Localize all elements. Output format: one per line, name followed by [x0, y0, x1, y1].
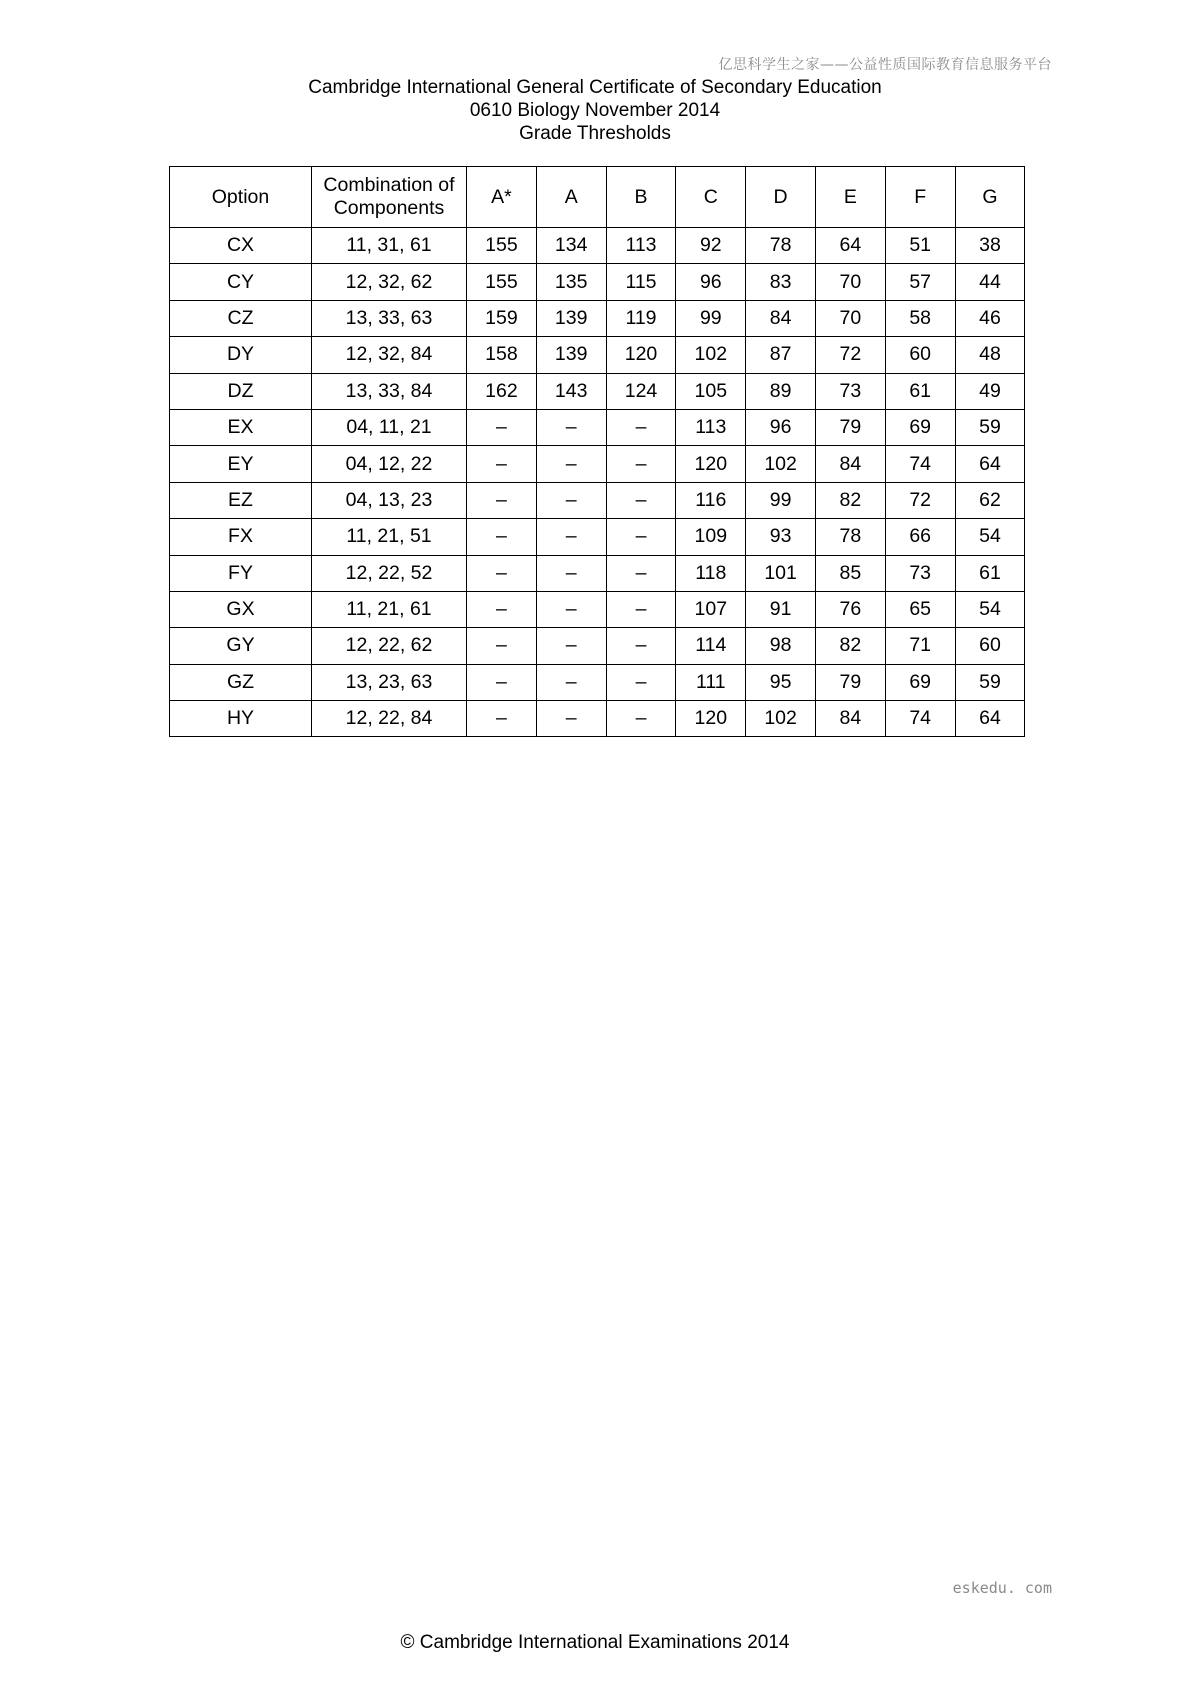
cell-grade-c: 118 — [676, 555, 746, 591]
table-row — [170, 300, 1025, 336]
cell-grade-d: 89 — [746, 373, 816, 409]
cell-grade-b: 120 — [606, 337, 676, 373]
table-row — [170, 519, 1025, 555]
cell-grade-b: – — [606, 591, 676, 627]
cell-option: CY — [170, 264, 312, 300]
table-row — [170, 555, 1025, 591]
cell-grade-d: 96 — [746, 409, 816, 445]
cell-grade-e: 79 — [815, 664, 885, 700]
cell-grade-g: 59 — [955, 409, 1025, 445]
cell-grade-g: 61 — [955, 555, 1025, 591]
cell-grade-a: – — [536, 519, 606, 555]
cell-grade-c: 111 — [676, 664, 746, 700]
cell-grade-b: – — [606, 409, 676, 445]
cell-grade-d: 93 — [746, 519, 816, 555]
cell-grade-a-star: 159 — [467, 300, 537, 336]
cell-grade-d: 91 — [746, 591, 816, 627]
cell-grade-g: 59 — [955, 664, 1025, 700]
table-row — [170, 409, 1025, 445]
cell-grade-b: 113 — [606, 228, 676, 264]
cell-grade-b: – — [606, 701, 676, 737]
cell-grade-f: 71 — [885, 628, 955, 664]
cell-grade-e: 84 — [815, 446, 885, 482]
cell-grade-f: 69 — [885, 664, 955, 700]
cell-option: DY — [170, 337, 312, 373]
cell-grade-f: 57 — [885, 264, 955, 300]
cell-option: GZ — [170, 664, 312, 700]
cell-grade-f: 65 — [885, 591, 955, 627]
cell-grade-c: 92 — [676, 228, 746, 264]
cell-grade-a: – — [536, 482, 606, 518]
cell-grade-f: 60 — [885, 337, 955, 373]
column-header-grade-a: A — [536, 167, 606, 228]
cell-grade-e: 70 — [815, 300, 885, 336]
grade-thresholds-table — [169, 166, 1025, 737]
cell-grade-g: 62 — [955, 482, 1025, 518]
column-header-grade-b: B — [606, 167, 676, 228]
cell-grade-a: 135 — [536, 264, 606, 300]
table-header-row — [170, 167, 1025, 228]
cell-grade-e: 85 — [815, 555, 885, 591]
cell-option: EX — [170, 409, 312, 445]
cell-option: EZ — [170, 482, 312, 518]
table-row — [170, 446, 1025, 482]
cell-grade-f: 74 — [885, 446, 955, 482]
watermark-bottom: eskedu. com — [952, 1579, 1052, 1597]
cell-grade-c: 120 — [676, 446, 746, 482]
header-title: Cambridge International General Certificate of Secondary Education — [308, 77, 882, 98]
cell-grade-e: 64 — [815, 228, 885, 264]
cell-grade-b: 119 — [606, 300, 676, 336]
table-row — [170, 337, 1025, 373]
cell-grade-d: 83 — [746, 264, 816, 300]
cell-grade-f: 58 — [885, 300, 955, 336]
cell-grade-e: 70 — [815, 264, 885, 300]
cell-grade-f: 51 — [885, 228, 955, 264]
cell-grade-b: – — [606, 519, 676, 555]
cell-option: EY — [170, 446, 312, 482]
cell-grade-g: 49 — [955, 373, 1025, 409]
cell-grade-a: 139 — [536, 300, 606, 336]
cell-grade-c: 109 — [676, 519, 746, 555]
cell-grade-c: 96 — [676, 264, 746, 300]
cell-grade-e: 82 — [815, 628, 885, 664]
cell-combination: 13, 33, 84 — [312, 373, 467, 409]
cell-grade-e: 79 — [815, 409, 885, 445]
cell-grade-a-star: 162 — [467, 373, 537, 409]
cell-option: HY — [170, 701, 312, 737]
cell-combination: 04, 11, 21 — [312, 409, 467, 445]
cell-grade-a-star: 155 — [467, 264, 537, 300]
table-row — [170, 228, 1025, 264]
cell-grade-a-star: – — [467, 519, 537, 555]
cell-grade-b: – — [606, 664, 676, 700]
cell-grade-a: 134 — [536, 228, 606, 264]
cell-grade-g: 44 — [955, 264, 1025, 300]
cell-grade-a-star: – — [467, 446, 537, 482]
cell-grade-c: 114 — [676, 628, 746, 664]
cell-grade-a: 143 — [536, 373, 606, 409]
cell-grade-g: 60 — [955, 628, 1025, 664]
table-row — [170, 482, 1025, 518]
cell-combination: 12, 32, 84 — [312, 337, 467, 373]
cell-grade-b: – — [606, 482, 676, 518]
cell-grade-g: 54 — [955, 591, 1025, 627]
cell-combination: 04, 13, 23 — [312, 482, 467, 518]
cell-grade-g: 46 — [955, 300, 1025, 336]
cell-grade-c: 105 — [676, 373, 746, 409]
cell-grade-a: 139 — [536, 337, 606, 373]
cell-grade-a: – — [536, 409, 606, 445]
cell-grade-f: 66 — [885, 519, 955, 555]
table-row — [170, 373, 1025, 409]
cell-grade-a: – — [536, 701, 606, 737]
cell-combination: 11, 21, 61 — [312, 591, 467, 627]
cell-grade-e: 73 — [815, 373, 885, 409]
cell-grade-d: 87 — [746, 337, 816, 373]
cell-grade-a-star: 155 — [467, 228, 537, 264]
cell-grade-a-star: – — [467, 555, 537, 591]
cell-combination: 12, 32, 62 — [312, 264, 467, 300]
watermark-top: 亿思科学生之家——公益性质国际教育信息服务平台 — [718, 57, 1052, 73]
cell-grade-a-star: – — [467, 664, 537, 700]
cell-grade-b: 124 — [606, 373, 676, 409]
column-header-grade-g: G — [955, 167, 1025, 228]
cell-grade-a: – — [536, 628, 606, 664]
header-subtitle: 0610 Biology November 2014 — [469, 100, 721, 121]
column-header-grade-d: D — [746, 167, 816, 228]
cell-grade-d: 102 — [746, 446, 816, 482]
cell-grade-d: 84 — [746, 300, 816, 336]
cell-grade-f: 72 — [885, 482, 955, 518]
cell-option: CX — [170, 228, 312, 264]
cell-grade-g: 54 — [955, 519, 1025, 555]
cell-grade-e: 76 — [815, 591, 885, 627]
cell-grade-e: 82 — [815, 482, 885, 518]
cell-grade-c: 107 — [676, 591, 746, 627]
cell-combination: 12, 22, 62 — [312, 628, 467, 664]
cell-grade-e: 72 — [815, 337, 885, 373]
cell-grade-a-star: – — [467, 409, 537, 445]
cell-combination: 13, 33, 63 — [312, 300, 467, 336]
cell-grade-f: 61 — [885, 373, 955, 409]
cell-grade-a-star: – — [467, 591, 537, 627]
cell-grade-a-star: – — [467, 482, 537, 518]
column-header-grade-c: C — [676, 167, 746, 228]
column-header-grade-e: E — [815, 167, 885, 228]
cell-option: DZ — [170, 373, 312, 409]
cell-combination: 04, 12, 22 — [312, 446, 467, 482]
cell-grade-a-star: – — [467, 628, 537, 664]
cell-grade-a: – — [536, 664, 606, 700]
cell-grade-f: 69 — [885, 409, 955, 445]
cell-grade-f: 73 — [885, 555, 955, 591]
column-header-combination: Combination of Components — [312, 167, 467, 228]
cell-grade-c: 99 — [676, 300, 746, 336]
cell-grade-d: 99 — [746, 482, 816, 518]
cell-grade-b: 115 — [606, 264, 676, 300]
cell-combination: 13, 23, 63 — [312, 664, 467, 700]
cell-combination: 11, 21, 51 — [312, 519, 467, 555]
cell-combination: 12, 22, 84 — [312, 701, 467, 737]
cell-grade-a: – — [536, 591, 606, 627]
cell-option: GX — [170, 591, 312, 627]
cell-grade-c: 102 — [676, 337, 746, 373]
cell-grade-g: 64 — [955, 701, 1025, 737]
table-row — [170, 264, 1025, 300]
cell-grade-g: 38 — [955, 228, 1025, 264]
table-body — [170, 228, 1025, 737]
cell-grade-d: 95 — [746, 664, 816, 700]
cell-grade-e: 78 — [815, 519, 885, 555]
table-row — [170, 701, 1025, 737]
cell-grade-g: 48 — [955, 337, 1025, 373]
cell-grade-a-star: 158 — [467, 337, 537, 373]
cell-grade-e: 84 — [815, 701, 885, 737]
cell-grade-b: – — [606, 628, 676, 664]
cell-grade-b: – — [606, 555, 676, 591]
cell-grade-a: – — [536, 555, 606, 591]
column-header-grade-f: F — [885, 167, 955, 228]
cell-grade-c: 116 — [676, 482, 746, 518]
copyright-footer: © Cambridge International Examinations 2014 — [400, 1632, 790, 1653]
cell-grade-g: 64 — [955, 446, 1025, 482]
table-row — [170, 628, 1025, 664]
column-header-option: Option — [170, 167, 312, 228]
cell-grade-d: 98 — [746, 628, 816, 664]
cell-grade-d: 102 — [746, 701, 816, 737]
cell-option: CZ — [170, 300, 312, 336]
cell-grade-c: 113 — [676, 409, 746, 445]
document-header — [0, 76, 1190, 145]
cell-grade-d: 101 — [746, 555, 816, 591]
cell-option: FX — [170, 519, 312, 555]
cell-combination: 11, 31, 61 — [312, 228, 467, 264]
table-row — [170, 664, 1025, 700]
header-section-title: Grade Thresholds — [519, 123, 671, 144]
cell-grade-c: 120 — [676, 701, 746, 737]
table-row — [170, 591, 1025, 627]
cell-option: GY — [170, 628, 312, 664]
cell-grade-d: 78 — [746, 228, 816, 264]
cell-option: FY — [170, 555, 312, 591]
cell-grade-b: – — [606, 446, 676, 482]
cell-grade-f: 74 — [885, 701, 955, 737]
cell-combination: 12, 22, 52 — [312, 555, 467, 591]
cell-grade-a: – — [536, 446, 606, 482]
column-header-grade-a-star: A* — [467, 167, 537, 228]
cell-grade-a-star: – — [467, 701, 537, 737]
